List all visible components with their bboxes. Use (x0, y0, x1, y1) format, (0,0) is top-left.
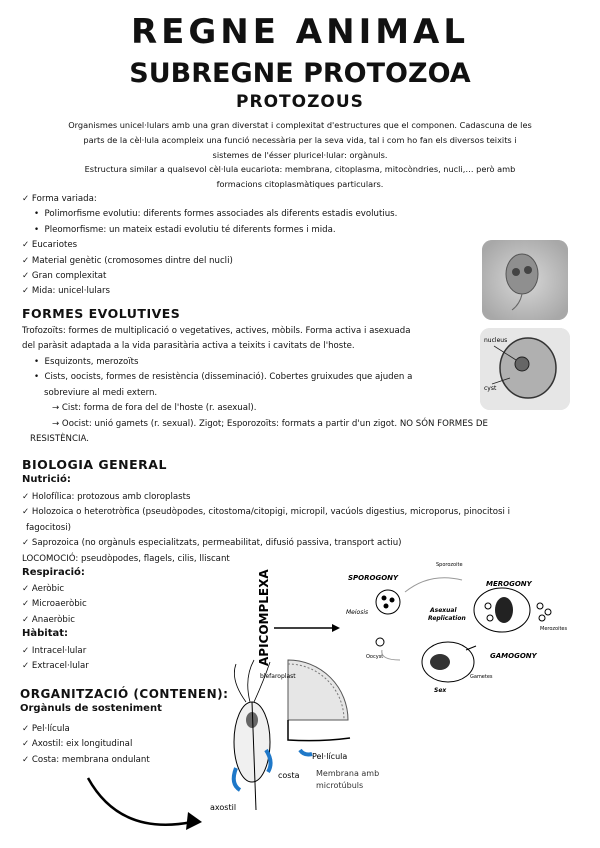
intro-line: Estructura similar a qualsevol cèl·lula eucariota: membrana, citoplasma, mitocòndries, nucli,… però amb (84, 164, 516, 175)
list-item: • Cists, oocists, formes de resistència (disseminació). Cobertes gruixudes que ajuden a (34, 372, 413, 383)
sex-label: Sex (434, 687, 447, 694)
list-item: ✓ Mida: unicel·lulars (22, 286, 110, 297)
list-item-text: Esquizonts, merozoïts (44, 357, 139, 367)
subheading-respiracio: Respiració: (22, 567, 85, 578)
merogony-label: MEROGONY (486, 580, 532, 588)
gametes-label: Gametes (470, 674, 493, 680)
costa-label: costa (278, 771, 300, 780)
section-heading-formes: FORMES EVOLUTIVES (22, 306, 181, 321)
formes-list (22, 355, 488, 447)
list-item: ✓ Holozoica o heterotròfica (pseudòpodes, citostoma/citopigi, micropil, vacúols digestius, microporus, pinocitosi i (22, 507, 511, 518)
page-subtitle-2: PROTOZOUS (236, 92, 364, 112)
intro-line: Organismes unicel·lulars amb una gran diverstat i complexitat d'estructures que el componen. Cadascuna de les (68, 120, 532, 130)
page-subtitle: SUBREGNE PROTOZOA (129, 58, 471, 89)
pellicle-diagram (200, 650, 400, 825)
replication-label: Replication (428, 615, 466, 622)
protozoa-photo-1 (482, 240, 568, 320)
sporogony-label: SPOROGONY (348, 574, 399, 582)
intro-line: sistemes de l'ésser pluricel·lular: orgànuls. (212, 149, 388, 160)
axostil-label: axostil (210, 803, 237, 812)
list-item-cont: sobreviure al medi extern. (44, 387, 158, 398)
meiosis-label: Meiosis (346, 609, 369, 616)
oocyst-circle (376, 590, 400, 614)
section-heading-biologia: BIOLOGIA GENERAL (22, 457, 167, 472)
list-item: ✓ Pel·lícula (22, 724, 70, 734)
list-item: • Polimorfisme evolutiu: diferents formes associades als diferents estadis evolutius. (34, 209, 398, 220)
list-item: LOCOMOCIÓ: pseudòpodes, flagels, cilis, lliscant (22, 553, 230, 564)
list-item: → Oocist: unió gamets (r. sexual). Zigot; Esporozoïts: formats a partir d'un zigot. NO SÓN FORMES DE (52, 418, 488, 429)
curved-arrow (80, 760, 210, 840)
protozoa-photo-2-image (480, 328, 570, 410)
list-item: ✓ Extracel·lular (22, 661, 89, 672)
merozoites-label: Merozoites (540, 626, 568, 632)
blefaroplast-label: blefaroplast (260, 673, 296, 680)
apicomplexa-label: APICOMPLEXA (257, 569, 271, 666)
list-item: ✓ Costa: membrana ondulant (22, 754, 150, 765)
list-item: ✓ Saprozoica (no orgànuls especialitzats, permeabilitat, difusió passiva, transport actiu) (22, 538, 402, 549)
oocyst-label: Oocyst (366, 654, 384, 660)
intro-paragraph (20, 118, 580, 192)
subheading-sosteniment: Orgànuls de sosteniment (20, 703, 162, 714)
arrow-head (332, 624, 340, 632)
photo-label: nucleus (484, 337, 508, 344)
list-item: • Esquizonts, merozoïts (34, 357, 139, 367)
list-item: ✓ Intracel·lular (22, 646, 87, 656)
pellicle-arrow (300, 750, 312, 755)
para-line: del paràsit adaptada a la vida parasitària activa a teixits i cavitats de l'hoste. (22, 341, 355, 352)
pellicula-label: Pel·lícula (312, 752, 348, 761)
section-heading-organitzacio: ORGANITZACIÓ (CONTENEN): (20, 687, 229, 701)
list-item: ✓ Aeròbic (22, 584, 65, 594)
list-item: ✓ Anaeròbic (22, 614, 75, 625)
subheading-nutricio: Nutrició: (22, 474, 71, 485)
respiracio-list (22, 582, 87, 628)
list-item-cont: fagocitosi) (26, 522, 71, 533)
intro-line: formacions citoplasmàtiques particulars. (216, 179, 384, 190)
axostil-arrow (234, 768, 240, 790)
list-item-text: Cists, oocists, formes de resistència (disseminació). Cobertes gruixudes que ajuden a (44, 372, 413, 383)
list-item: ✓ Axostil: eix longitudinal (22, 739, 133, 750)
gamogony-label: GAMOGONY (490, 652, 537, 660)
list-item-cont: RESISTÈNCIA. (30, 434, 89, 445)
list-item: → Cist: forma de fora del de l'hoste (r. asexual). (52, 403, 257, 414)
list-item: ✓ Gran complexitat (22, 271, 107, 282)
para-line: Trofozoïts: formes de multiplicació o vegetatives, actives, mòbils. Forma activa i asexuada (22, 326, 411, 336)
page-title: REGNE ANIMAL (130, 12, 470, 52)
list-item: • Pleomorfisme: un mateix estadi evolutiu té diferents formes i mida. (34, 224, 336, 235)
features-list (22, 192, 397, 300)
list-item: ✓ Microaeròbic (22, 599, 87, 610)
list-item-text: Polimorfisme evolutiu: diferents formes associades als diferents estadis evolutius. (44, 209, 398, 220)
protozoa-photo-1-image (482, 240, 568, 320)
membrana-label: Membrana amb (316, 769, 380, 778)
intro-line: parts de la cèl·lula acompleix una funció necessària per la seva vida, tal i com ho fan els diversos teixits i (83, 134, 517, 145)
asexual-label: Asexual (430, 607, 457, 614)
subheading-habitat: Hàbitat: (22, 628, 69, 639)
microtubuls-label: microtúbuls (316, 781, 364, 790)
list-item: ✓ Eucariotes (22, 240, 78, 251)
protozoa-photo-2 (480, 328, 570, 410)
sporozoite-label: Sporozoite (436, 562, 463, 568)
habitat-list (22, 644, 89, 675)
formes-paragraph (22, 324, 474, 355)
list-item: ✓ Holofílica: protozous amb cloroplasts (22, 492, 191, 502)
list-item: ✓ Material genètic (cromosomes dintre del nucli) (22, 255, 233, 266)
list-item-text: Pleomorfisme: un mateix estadi evolutiu té diferents formes i mida. (44, 224, 336, 235)
photo-label: cyst (484, 385, 497, 392)
list-item: ✓ Forma variada: (22, 194, 97, 204)
